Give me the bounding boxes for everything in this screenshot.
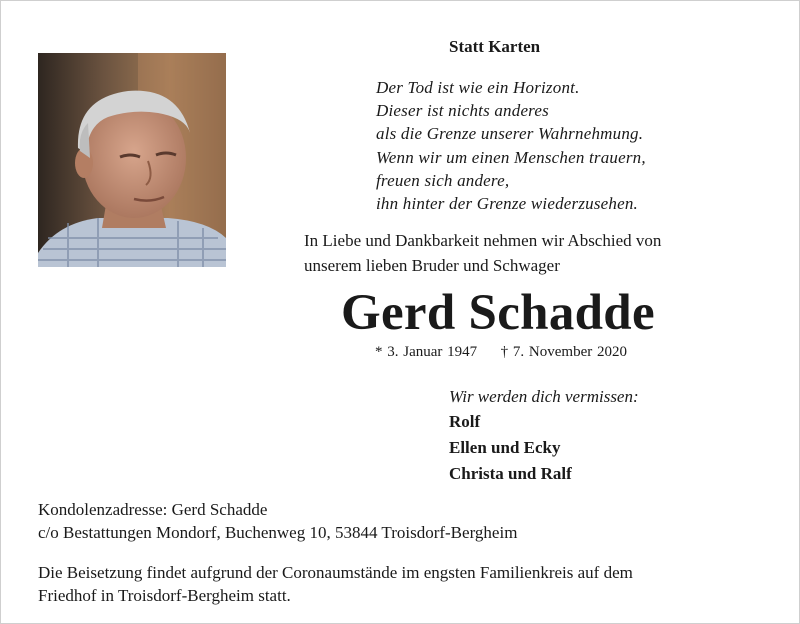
birth-date: * 3. Januar 1947 [375, 344, 478, 360]
intro-line: unserem lieben Bruder und Schwager [304, 256, 560, 275]
quote-line: freuen sich andere, [376, 170, 510, 190]
mourner-name: Christa und Ralf [449, 464, 572, 483]
address-line: Kondolenzadresse: Gerd Schadde [38, 500, 268, 519]
condolence-address [38, 498, 517, 544]
intro-text [304, 228, 661, 278]
address-line: c/o Bestattungen Mondorf, Buchenweg 10, 53844 Troisdorf-Bergheim [38, 523, 518, 542]
quote-line: Dieser ist nichts anderes [376, 101, 549, 121]
mourner-name: Ellen und Ecky [449, 438, 561, 457]
death-date: † 7. November 2020 [500, 344, 627, 360]
header-label: Statt Karten [449, 37, 541, 56]
notice-line: Die Beisetzung findet aufgrund der Coronaumstände im engsten Familienkreis auf dem [38, 563, 633, 582]
quote-line: ihn hinter der Grenze wiederzusehen. [376, 193, 639, 213]
quote-line: Der Tod ist wie ein Horizont. [376, 78, 580, 97]
intro-line: In Liebe und Dankbarkeit nehmen wir Abschied von [304, 231, 662, 250]
quote-block [376, 76, 646, 215]
deceased-name: Gerd Schadde [341, 285, 655, 341]
notice-line: Friedhof in Troisdorf-Bergheim statt. [38, 586, 291, 605]
mourner-name: Rolf [449, 412, 481, 431]
quote-line: als die Grenze unserer Wahrnehmung. [376, 124, 644, 144]
burial-notice [38, 561, 633, 607]
portrait-photo [38, 53, 226, 267]
life-dates [375, 344, 627, 361]
quote-line: Wenn wir um einen Menschen trauern, [376, 147, 646, 167]
miss-line: Wir werden dich vermissen: [449, 387, 639, 406]
